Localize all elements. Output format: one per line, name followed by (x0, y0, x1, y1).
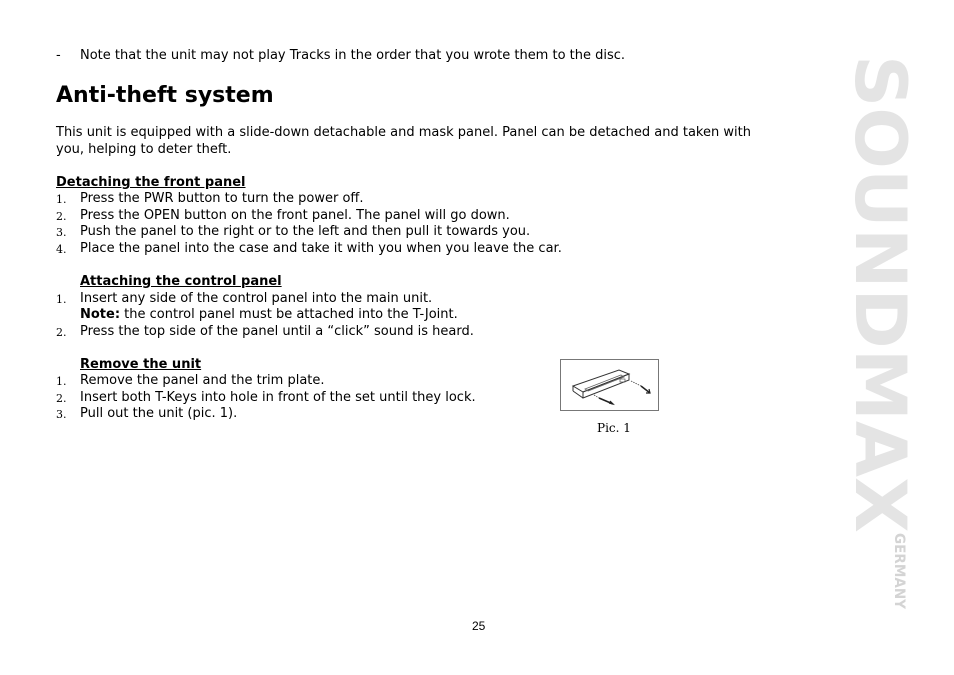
list-item: Press the PWR button to turn the power off. (80, 191, 364, 206)
list-item: Remove the panel and the trim plate. (80, 373, 325, 388)
list-item: Push the panel to the right or to the left and then pull it towards you. (80, 224, 531, 239)
list-item: Insert both T-Keys into hole in front of the set until they lock. (80, 390, 476, 405)
list-number: 3. (56, 226, 67, 239)
removal-illustration (560, 359, 659, 411)
soundmax-logo-mark (839, 55, 921, 612)
soundmax-logo (839, 55, 921, 612)
list-item: Insert any side of the control panel into the main unit. (80, 291, 433, 306)
list-number: 4. (56, 243, 67, 256)
list-number: 1. (56, 193, 67, 206)
list-item: Place the panel into the case and take it with you when you leave the car. (80, 241, 562, 256)
list-number: 1. (56, 375, 67, 388)
brand-tagline: GERMANY (891, 533, 907, 612)
paragraph-line-2: you, helping to deter theft. (56, 142, 232, 157)
detaching-heading: Detaching the front panel (56, 175, 246, 190)
note-label: Note: (80, 307, 121, 322)
list-number: 2. (56, 326, 67, 339)
brand-name: SOUNDMAX (839, 55, 921, 517)
note-bullet: - (56, 48, 61, 63)
list-number: 2. (56, 392, 67, 405)
list-item: Pull out the unit (pic. 1). (80, 406, 238, 421)
list-number: 3. (56, 408, 67, 421)
attaching-note (80, 307, 458, 324)
car-stereo-removal-icon (561, 360, 658, 410)
list-number: 1. (56, 293, 67, 306)
list-item: Press the OPEN button on the front panel. The panel will go down. (80, 208, 510, 223)
paragraph-line-1: This unit is equipped with a slide-down detachable and mask panel. Panel can be detached and taken with (56, 125, 751, 140)
page-number: 25 (472, 619, 486, 633)
picture-caption: Pic. 1 (597, 421, 631, 435)
page-title: Anti-theft system (56, 83, 274, 108)
list-item: Press the top side of the panel until a “click” sound is heard. (80, 324, 474, 339)
list-number: 2. (56, 210, 67, 223)
remove-heading: Remove the unit (80, 357, 202, 372)
note-text: the control panel must be attached into the T-Joint. (120, 307, 458, 322)
intro-note: Note that the unit may not play Tracks in the order that you wrote them to the disc. (80, 48, 626, 63)
attaching-heading: Attaching the control panel (80, 274, 282, 289)
